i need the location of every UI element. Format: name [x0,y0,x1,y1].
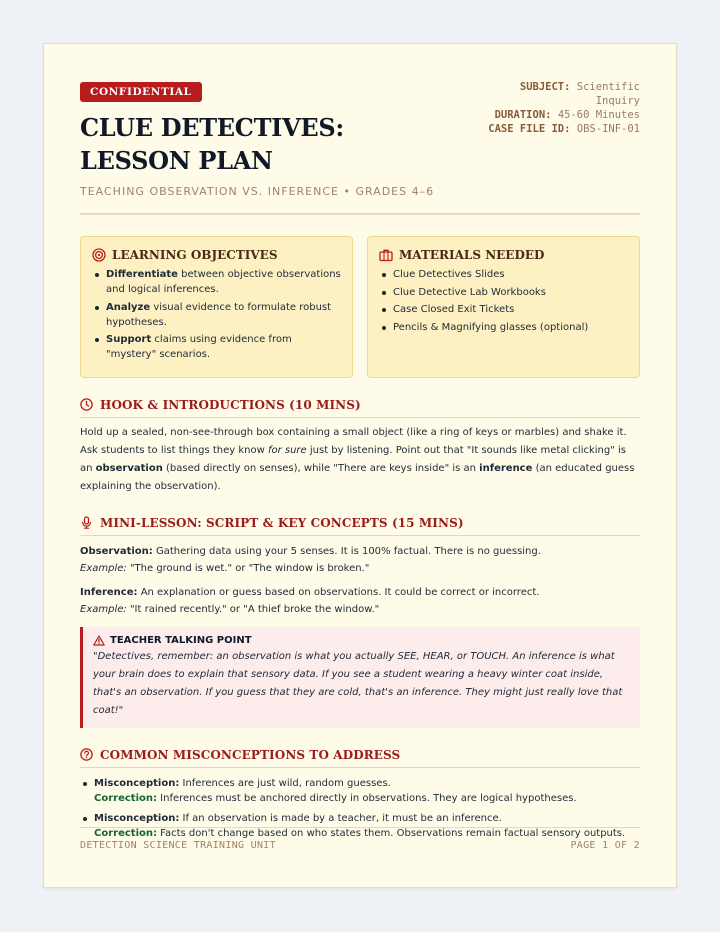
footer-page-number: PAGE 1 OF 2 [570,840,640,851]
inference-definition [80,584,640,618]
page-footer [80,827,640,851]
footer-unit-name: DETECTION SCIENCE TRAINING UNIT [80,840,276,851]
callout-heading [93,635,628,646]
duration-label: DURATION: [494,109,552,121]
objective-verb: Differentiate [106,269,178,280]
hook-text: (an educated guess explaining the observation). [80,462,635,492]
misconceptions-title: COMMON MISCONCEPTIONS TO ADDRESS [100,747,401,762]
confidential-badge: CONFIDENTIAL [80,82,202,102]
hook-term-inference: inference [479,462,533,474]
hook-term-observation: observation [95,462,163,474]
hook-paragraph [80,424,640,496]
objective-text: between objective observations and logical inferences. [106,269,341,295]
objective-text: visual evidence to formulate robust hypotheses. [106,301,332,328]
correction-text: Facts don't change based on who states them. Observations remain factual sensory outputs. [156,827,626,839]
target-icon [92,248,106,262]
header-divider [80,213,640,215]
inference-label: Inference: [80,586,138,598]
materials-needed-box [367,236,640,378]
example-label: Example: [80,603,127,615]
example-text: "It rained recently." or "A thief broke the window." [126,603,380,615]
objectives-heading [92,248,341,262]
materials-title: MATERIALS NEEDED [399,248,545,262]
list-item [80,776,640,806]
objectives-list [92,267,341,362]
misconception-text: If an observation is made by a teacher, it must be an inference. [179,812,502,824]
page-content [80,80,640,846]
mini-lesson-title: MINI-LESSON: SCRIPT & KEY CONCEPTS (15 MINS) [100,515,464,530]
observation-definition [80,543,640,577]
inference-text: An explanation or guess based on observations. It could be correct or incorrect. [137,586,540,598]
mini-lesson-heading [80,516,640,536]
list-item: Pencils & Magnifying glasses (optional) [379,320,628,335]
subject-value: Scientific Inquiry [576,81,640,107]
objective-verb: Support [106,334,152,345]
question-circle-icon [80,748,93,761]
case-id-label: CASE FILE ID: [488,123,571,135]
materials-heading [379,248,628,262]
correction-text: Inferences must be anchored directly in observations. They are logical hypotheses. [156,792,577,804]
observation-label: Observation: [80,545,153,557]
hook-title: HOOK & INTRODUCTIONS (10 MINS) [100,397,361,412]
hook-text: just by listening. Point out that "It sounds like metal clicking" is an [80,444,626,474]
list-item: Clue Detective Lab Workbooks [379,285,628,300]
misconception-text: Inferences are just wild, random guesses. [179,777,391,789]
objective-text: claims using evidence from "mystery" scenarios. [106,334,292,360]
correction-label: Correction: [94,827,157,839]
objectives-title: LEARNING OBJECTIVES [112,248,278,262]
page-subtitle: TEACHING OBSERVATION VS. INFERENCE • GRADES 4–6 [80,185,435,198]
example-label: Example: [80,562,127,574]
hook-text: Hold up a sealed, non-see-through box containing a small object (like a ring of keys or marbles) and shake it. Ask students to list things they know [80,426,627,456]
misconception-label: Misconception: [94,812,180,824]
duration-value: 45-60 Minutes [557,109,640,121]
hook-text: (based directly on senses), while "There are keys inside" is an [162,462,480,474]
misconception-label: Misconception: [94,777,180,789]
learning-objectives-box [80,236,353,378]
callout-text: "Detectives, remember: an observation is what you actually SEE, HEAR, or TOUCH. An inference is what your brain does to explain that sensory data. If you see a student wearing a heavy winter coat inside, that's an observation. If you guess that they are cold, that's an inference. They might just really love that coat!" [93,650,623,716]
clock-icon [80,398,93,411]
example-text: "The ground is wet." or "The window is broken." [126,562,370,574]
callout-title: TEACHER TALKING POINT [110,634,252,646]
case-id-value: OBS-INF-01 [576,123,640,135]
observation-text: Gathering data using your 5 senses. It is 100% factual. There is no guessing. [152,545,541,557]
objective-verb: Analyze [106,301,151,313]
materials-list [379,267,628,335]
warning-icon [93,635,105,646]
lesson-plan-page [43,43,677,888]
list-item: Case Closed Exit Tickets [379,302,628,317]
subject-label: SUBJECT: [519,81,571,93]
hook-emphasis: for sure [267,444,307,456]
page-title: CLUE DETECTIVES: LESSON PLAN [80,113,344,175]
hook-section-heading [80,398,640,418]
case-meta [470,80,640,136]
list-item [92,267,341,297]
misconceptions-heading [80,748,640,768]
briefcase-icon [379,248,393,262]
correction-label: Correction: [94,792,157,804]
list-item [92,300,341,330]
info-boxes [80,236,640,378]
microphone-icon [80,516,93,529]
list-item: Clue Detectives Slides [379,267,628,282]
list-item [92,332,341,362]
teacher-talking-point [80,627,640,728]
